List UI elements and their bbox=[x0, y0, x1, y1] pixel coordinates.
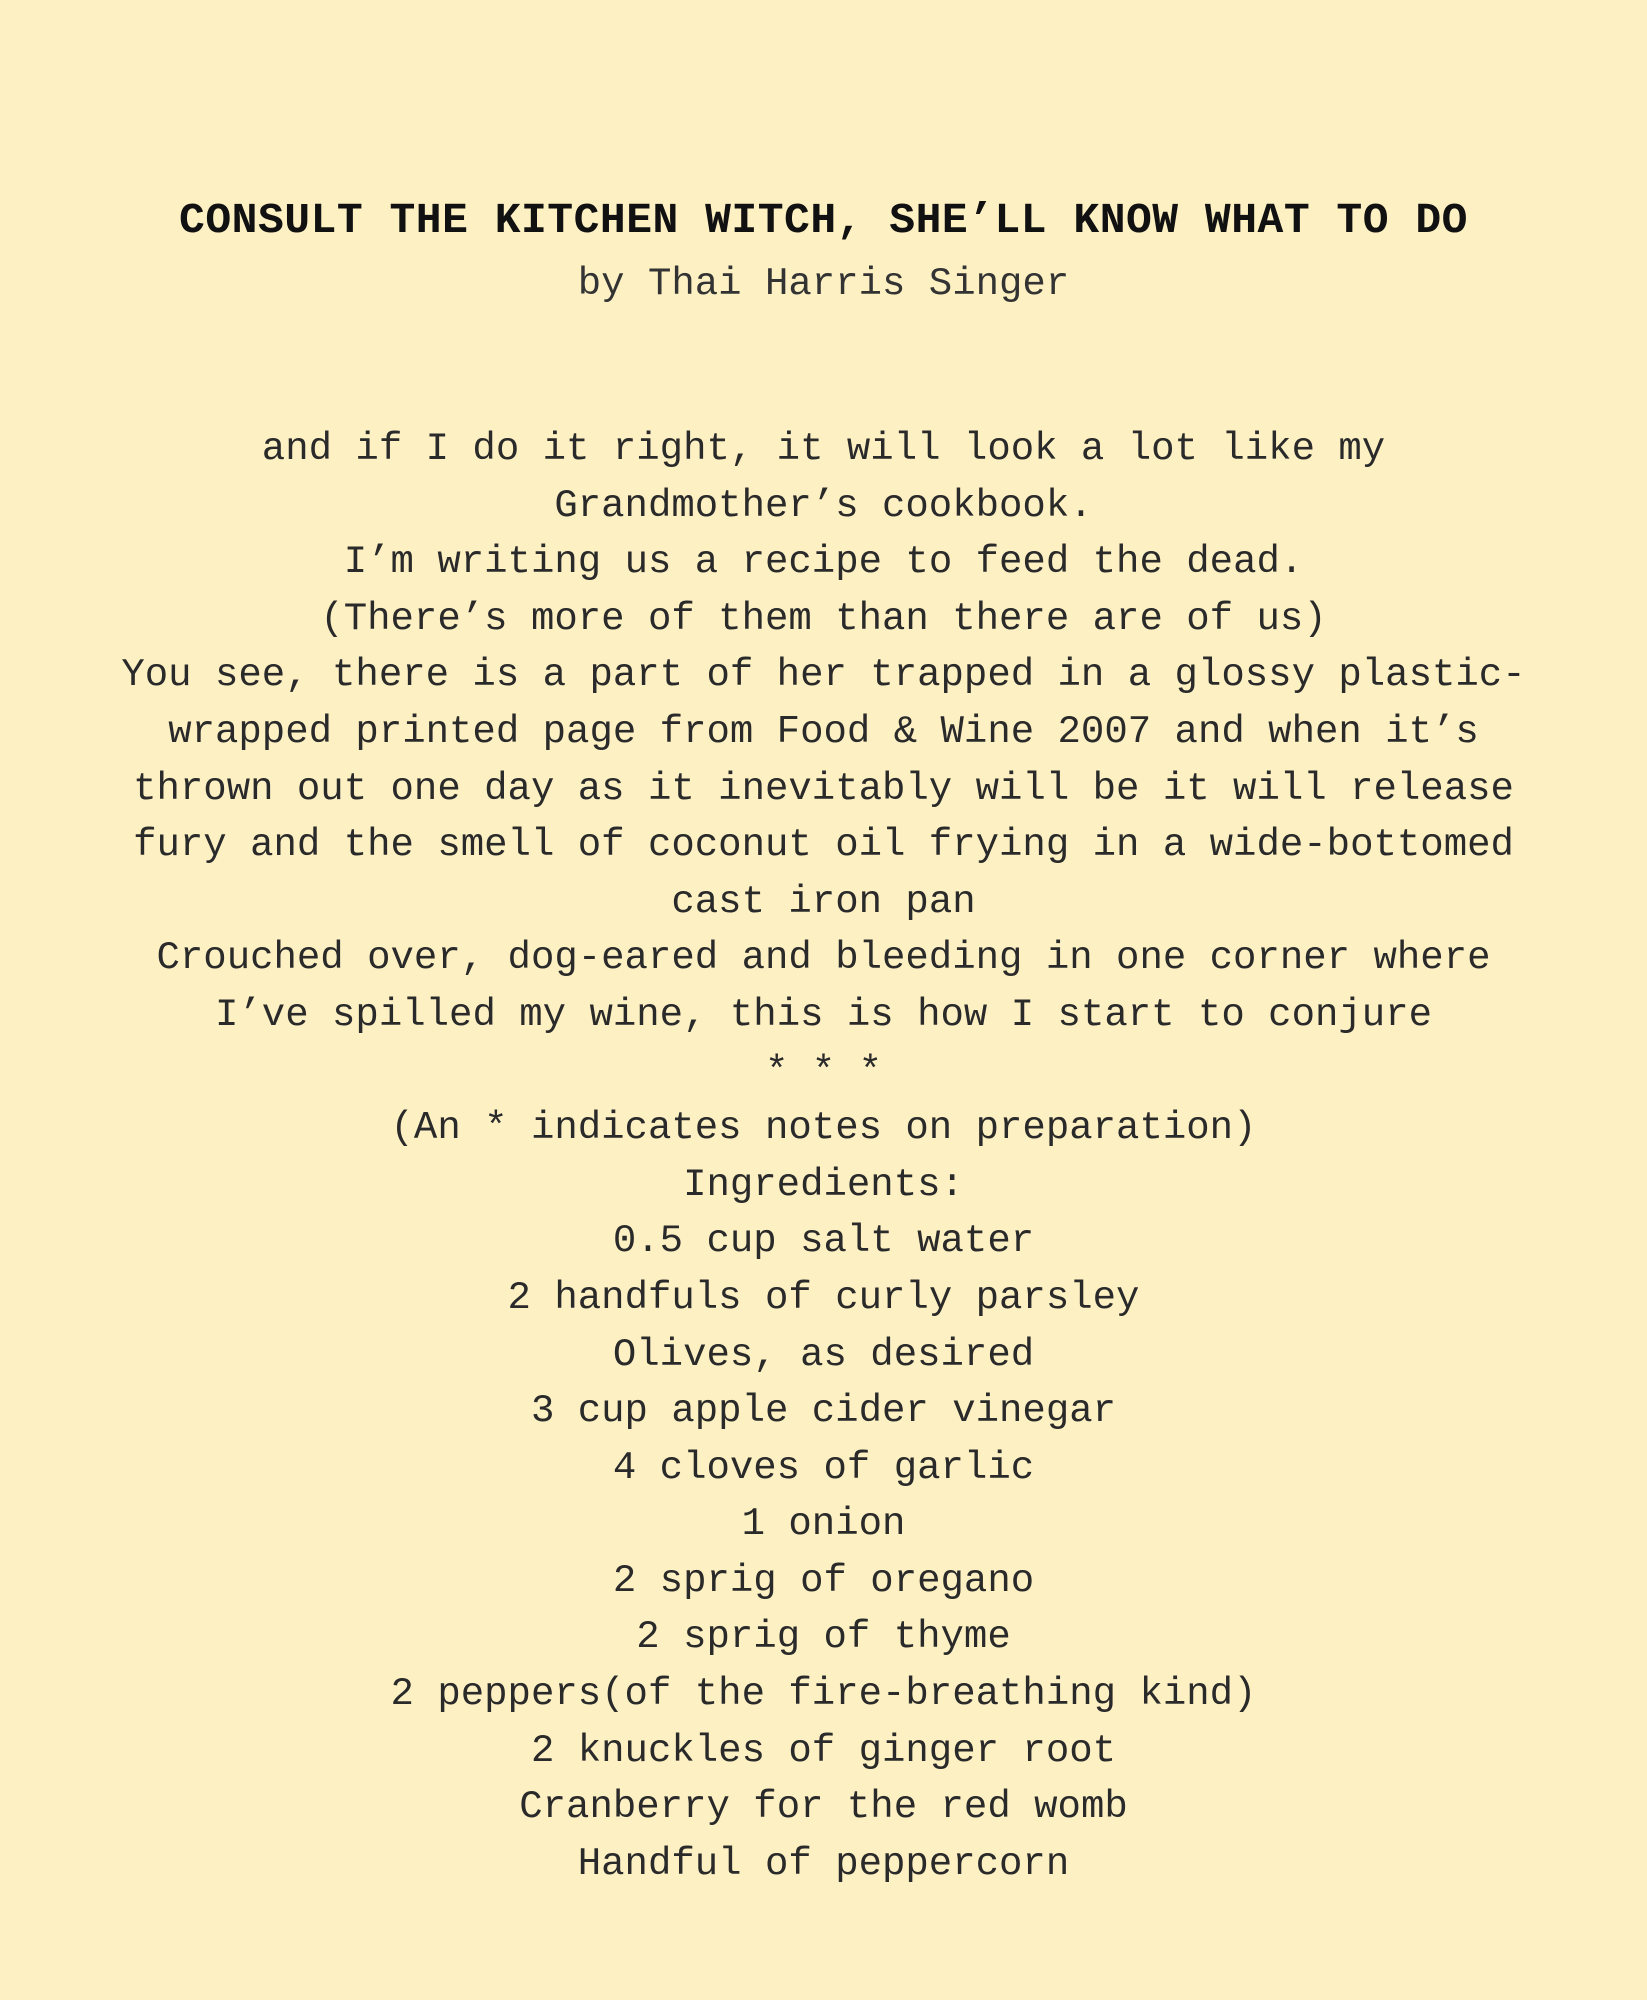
text-line: You see, there is a part of her trapped in a glossy plastic- bbox=[121, 653, 1526, 698]
ingredient-item: 0.5 cup salt water bbox=[612, 1219, 1035, 1264]
page-title: CONSULT THE KITCHEN WITCH, SHE’LL KNOW WHAT TO DO bbox=[179, 196, 1468, 245]
text-line: cast iron pan bbox=[671, 879, 976, 924]
ingredient-item: 2 handfuls of curly parsley bbox=[507, 1275, 1140, 1320]
ingredients-heading: Ingredients: bbox=[683, 1162, 964, 1207]
text-line: Grandmother’s cookbook. bbox=[554, 483, 1093, 528]
ingredient-item: 3 cup apple cider vinegar bbox=[530, 1389, 1117, 1434]
ingredient-item: 2 peppers(of the fire-breathing kind) bbox=[390, 1672, 1257, 1717]
text-line: (There’s more of them than there are of us) bbox=[320, 596, 1327, 641]
author-byline: by Thai Harris Singer bbox=[577, 262, 1070, 306]
text-line: wrapped printed page from Food & Wine 2007 and when it’s bbox=[168, 709, 1479, 754]
preparation-note: (An * indicates notes on preparation) bbox=[390, 1106, 1257, 1151]
ingredient-item: 1 onion bbox=[741, 1502, 906, 1547]
text-line: I’ve spilled my wine, this is how I start to conjure bbox=[215, 992, 1432, 1037]
ingredient-item: 2 sprig of thyme bbox=[636, 1615, 1011, 1660]
ingredient-item: 4 cloves of garlic bbox=[612, 1445, 1035, 1490]
text-line: Crouched over, dog-eared and bleeding in one corner where bbox=[156, 936, 1491, 981]
poem-body bbox=[60, 421, 1587, 1892]
ingredient-item: Handful of peppercorn bbox=[577, 1841, 1070, 1886]
text-line: and if I do it right, it will look a lot like my bbox=[261, 427, 1386, 471]
ingredient-item: 2 sprig of oregano bbox=[612, 1558, 1035, 1603]
ingredient-item: Cranberry for the red womb bbox=[519, 1785, 1128, 1830]
section-divider: * * * bbox=[764, 1049, 883, 1094]
ingredient-item: 2 knuckles of ginger root bbox=[530, 1728, 1117, 1773]
text-line: I’m writing us a recipe to feed the dead. bbox=[343, 540, 1304, 585]
text-line: thrown out one day as it inevitably will be it will release bbox=[133, 766, 1514, 811]
text-line: fury and the smell of coconut oil frying in a wide-bottomed bbox=[133, 823, 1514, 868]
ingredient-item: Olives, as desired bbox=[612, 1332, 1035, 1377]
